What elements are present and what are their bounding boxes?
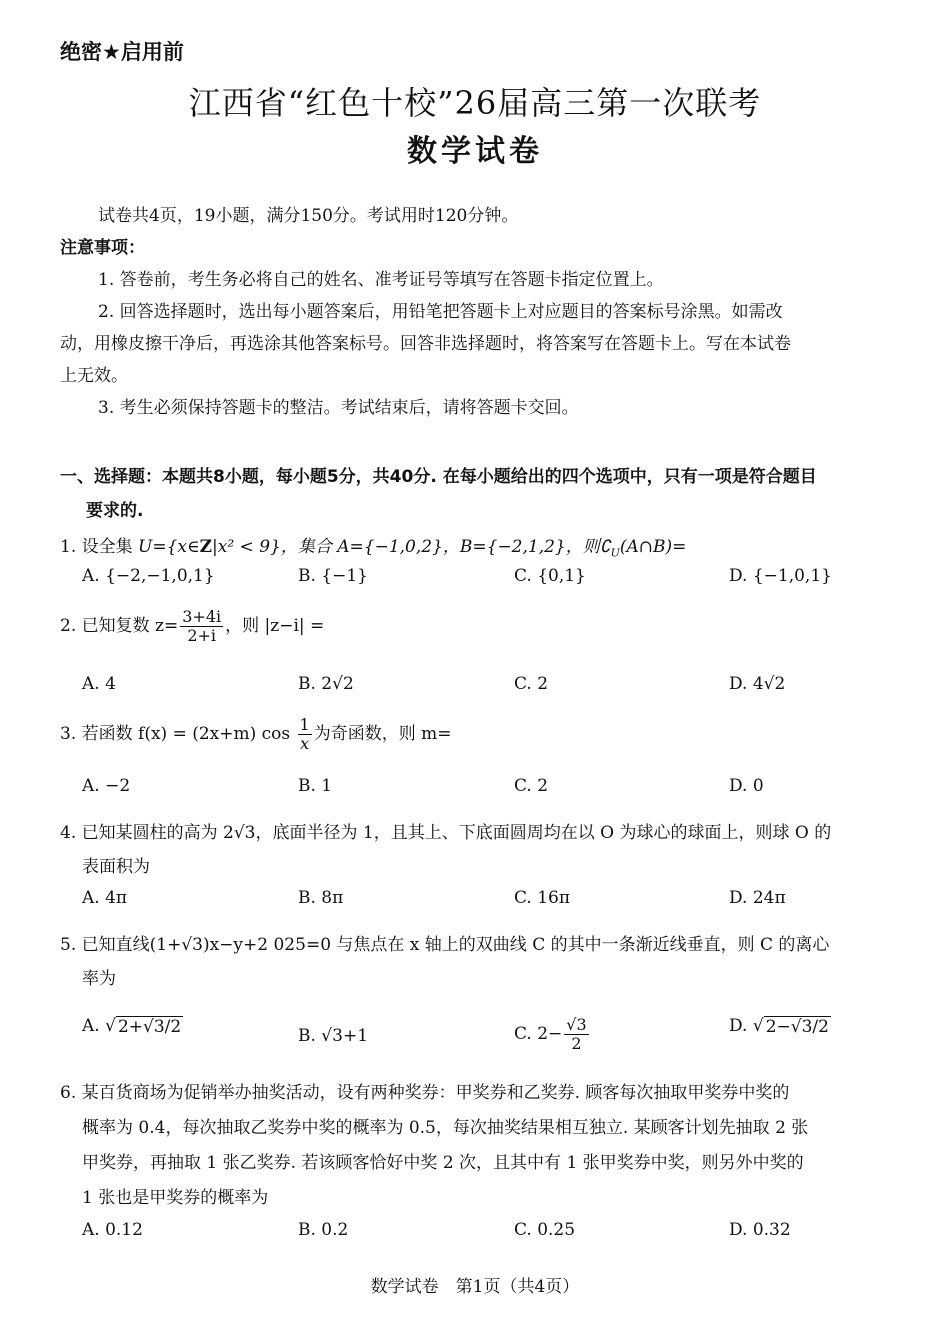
- q1-option-a: A. {−2,−1,0,1}: [82, 566, 215, 586]
- exam-subject: 数学试卷: [407, 134, 543, 169]
- notice-item-3: 3. 考生必须保持答题卡的整洁。考试结束后，请将答题卡交回。: [98, 398, 579, 418]
- section-heading-line1: 一、选择题：本题共8小题，每小题5分，共40分. 在每小题给出的四个选项中，只有一项是符合题目: [60, 467, 817, 487]
- question-5-line1: 5. 已知直线(1+√3)x−y+2 025=0 与焦点在 x 轴上的双曲线 C 的其中一条渐近线垂直，则 C 的离心: [60, 935, 830, 955]
- q4-option-b: B. 8π: [298, 888, 344, 908]
- question-3-stem: 3. 若函数 f(x) = (2x+m) cos $\frac{1}{x}$ 为奇函数，则 m=: [60, 715, 452, 753]
- q4-option-a: A. 4π: [82, 888, 128, 908]
- q3-option-d: D. 0: [729, 776, 764, 796]
- q6-option-d: D. 0.32: [729, 1220, 791, 1240]
- q5-option-d: D. √ 2−√3/2: [729, 1016, 829, 1037]
- q6-option-b: B. 0.2: [298, 1220, 349, 1240]
- notice-heading: 注意事项：: [60, 238, 145, 258]
- q2-option-c: C. 2: [514, 674, 549, 694]
- question-4-line2: 表面积为: [82, 857, 150, 877]
- exam-title: 江西省“红色十校”26届高三第一次联考: [188, 84, 762, 122]
- q1-option-d: D. {−1,0,1}: [729, 566, 832, 586]
- notice-item-1: 1. 答卷前，考生务必将自己的姓名、准考证号等填写在答题卡指定位置上。: [98, 270, 664, 290]
- q1-option-c: C. {0,1}: [514, 566, 586, 586]
- q3-option-b: B. 1: [298, 776, 333, 796]
- q6-option-c: C. 0.25: [514, 1220, 576, 1240]
- q2-option-b: B. 2√2: [298, 674, 354, 694]
- question-6-line4: 1 张也是甲奖券的概率为: [82, 1188, 269, 1208]
- page-footer: 数学试卷 第1页（共4页）: [370, 1277, 580, 1297]
- question-5-line2: 率为: [82, 969, 116, 989]
- section-heading-line2: 要求的.: [86, 501, 144, 521]
- confidential-label: 绝密★启用前: [60, 40, 184, 64]
- question-6-line3: 甲奖券，再抽取 1 张乙奖券. 若该顾客恰好中奖 2 次，且其中有 1 张甲奖券中奖，则另外中奖的: [82, 1153, 804, 1173]
- notice-item-2-line3: 上无效。: [60, 366, 128, 386]
- q2-option-d: D. 4√2: [729, 674, 786, 694]
- question-6-line1: 6. 某百货商场为促销举办抽奖活动，设有两种奖券：甲奖券和乙奖券. 顾客每次抽取甲奖券中奖的: [60, 1083, 790, 1103]
- q6-option-a: A. 0.12: [82, 1220, 143, 1240]
- q5-option-a: A. √ 2+√3/2: [82, 1016, 182, 1037]
- q5-option-c: C. 2− $\frac{√3}{2}$: [514, 1015, 587, 1053]
- q3-option-a: A. −2: [82, 776, 131, 796]
- notice-item-2-line1: 2. 回答选择题时，选出每小题答案后，用铅笔把答题卡上对应题目的答案标号涂黑。如需改: [98, 302, 783, 322]
- q3-option-c: C. 2: [514, 776, 549, 796]
- question-2-stem: 2. 已知复数 z= $\frac{3+4i}{2+i}$ ，则 |z−i| =: [60, 607, 325, 645]
- q1-option-b: B. {−1}: [298, 566, 368, 586]
- q4-option-d: D. 24π: [729, 888, 786, 908]
- q4-option-c: C. 16π: [514, 888, 571, 908]
- question-6-line2: 概率为 0.4，每次抽取乙奖券中奖的概率为 0.5，每次抽奖结果相互独立. 某顾客计划先抽取 2 张: [82, 1118, 809, 1138]
- intro-text: 试卷共4页，19小题，满分150分。考试用时120分钟。: [98, 206, 519, 226]
- notice-item-2-line2: 动，用橡皮擦干净后，再选涂其他答案标号。回答非选择题时，将答案写在答题卡上。写在本试卷: [60, 334, 791, 354]
- q5-option-b: B. √3+1: [298, 1026, 369, 1046]
- question-4-line1: 4. 已知某圆柱的高为 2√3，底面半径为 1，且其上、下底面圆周均在以 O 为球心的球面上，则球 O 的: [60, 823, 832, 843]
- q2-option-a: A. 4: [82, 674, 116, 694]
- question-1-stem: 1. 设全集 U={x∈Z|x² < 9}，集合 A={−1,0,2}，B={−2,1,2}，则$∁_U(A\cap B)=$: [60, 537, 687, 560]
